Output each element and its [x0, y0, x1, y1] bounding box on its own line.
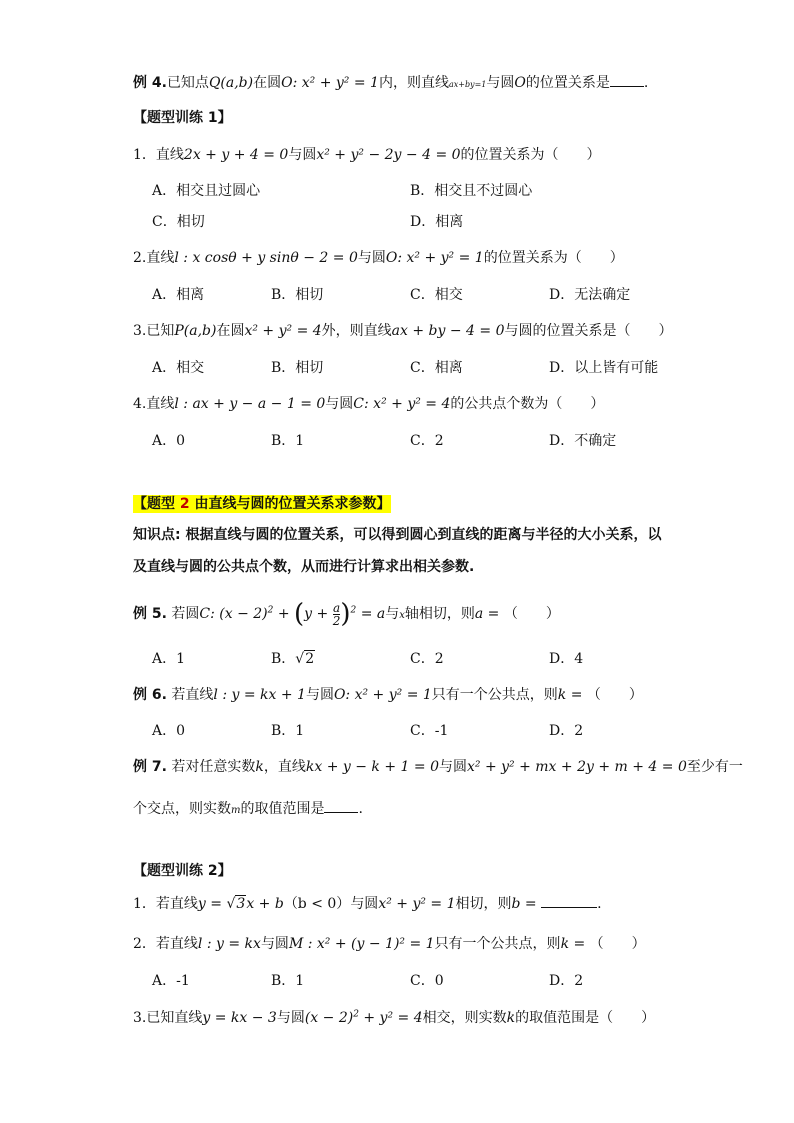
option-c[interactable]: C．2: [410, 651, 444, 667]
example-7-continued: 个交点，则实数m的取值范围是 .: [133, 798, 363, 821]
sqrt-symbol: √3: [226, 896, 246, 912]
option-c[interactable]: C．-1: [410, 723, 449, 739]
example-5: 例 5. 若圆C: $(x - 2)^2 + (y$ + $\frac{a}{2}$ )$^2$ = a与x轴相切，则a = （ ）: [133, 599, 560, 629]
option-b[interactable]: B．相切: [271, 360, 324, 376]
answer-blank[interactable]: [610, 72, 644, 87]
option-b[interactable]: B．1: [271, 973, 305, 989]
option-a[interactable]: A．0: [152, 723, 186, 739]
example-7: 例 7. 若对任意实数k，直线kx + y − k + 1 = 0与圆x² + y² + mx + 2y + m + 4 = 0至少有一: [133, 759, 743, 775]
option-c[interactable]: C．0: [410, 973, 444, 989]
section-heading-training-2: 【题型训练 2】: [133, 863, 232, 879]
option-a[interactable]: A．相交: [152, 360, 205, 376]
section-heading-type-2: 【题型 2 由直线与圆的位置关系求参数】: [133, 496, 391, 512]
option-a[interactable]: A．-1: [152, 973, 190, 989]
option-c[interactable]: C．相离: [410, 360, 463, 376]
question-4: 4.直线l : ax + y − a − 1 = 0与圆C: x² + y² = 4的公共点个数为（ ）: [133, 396, 605, 412]
training-2-question-2: 2．若直线l : y = kx与圆M : x² + (y − 1)² = 1只有一个公共点，则k = （ ）: [133, 936, 646, 952]
sqrt-symbol: √2: [295, 651, 315, 667]
example-6: 例 6. 若直线l : y = kx + 1与圆O: x² + y² = 1只有一个公共点，则k = （ ）: [133, 687, 643, 703]
question-2: 2.直线l : x cosθ + y sinθ − 2 = 0与圆O: x² + y² = 1的位置关系为（ ）: [133, 250, 624, 266]
option-d[interactable]: D．不确定: [549, 433, 617, 449]
answer-blank[interactable]: [324, 798, 358, 813]
option-a[interactable]: A．1: [152, 651, 186, 667]
option-c[interactable]: C．2: [410, 433, 444, 449]
option-c[interactable]: C．相切: [152, 214, 205, 230]
question-3: 3.已知P(a,b)在圆x² + y² = 4外，则直线ax + by − 4 = 0与圆的位置关系是（ ）: [133, 323, 673, 339]
option-a[interactable]: A．0: [152, 433, 186, 449]
option-d[interactable]: D．相离: [410, 214, 464, 230]
option-b[interactable]: B．相交且不过圆心: [410, 183, 533, 199]
example-4: 例 4.已知点Q(a,b)在圆O: x² + y² = 1内，则直线ax+by=1与圆O的位置关系是 .: [133, 72, 648, 95]
option-d[interactable]: D．2: [549, 723, 584, 739]
training-2-question-3: 3.已知直线y = kx − 3与圆$(x - 2)^2 + y^2 = 4$相交，则实数k的取值范围是（ ）: [133, 1009, 656, 1026]
knowledge-point-line-2: 及直线与圆的公共点个数，从而进行计算求出相关参数.: [133, 559, 475, 575]
option-d[interactable]: D．4: [549, 651, 584, 667]
option-b[interactable]: B．1: [271, 723, 305, 739]
fraction: $\frac{a}{2}$: [332, 600, 341, 628]
option-a[interactable]: A．相离: [152, 287, 205, 303]
option-c[interactable]: C．相交: [410, 287, 463, 303]
option-b[interactable]: B．1: [271, 433, 305, 449]
section-heading-training-1: 【题型训练 1】: [133, 110, 232, 126]
example-4-label: 例 4.: [133, 75, 167, 91]
option-b[interactable]: B．相切: [271, 287, 324, 303]
option-d[interactable]: D．无法确定: [549, 287, 631, 303]
option-d[interactable]: D．2: [549, 973, 584, 989]
option-b[interactable]: B．√2: [271, 651, 315, 667]
training-2-question-1: 1．若直线y = √3x + b（b < 0）与圆x² + y² = 1相切，则b = .: [133, 893, 602, 914]
knowledge-point-line-1: 知识点: 根据直线与圆的位置关系，可以得到圆心到直线的距离与半径的大小关系，以: [133, 527, 662, 543]
option-d[interactable]: D．以上皆有可能: [549, 360, 659, 376]
question-1: 1．直线2x + y + 4 = 0与圆x² + y² − 2y − 4 = 0的位置关系为（ ）: [133, 147, 601, 163]
answer-blank[interactable]: [541, 893, 597, 908]
option-a[interactable]: A．相交且过圆心: [152, 183, 261, 199]
